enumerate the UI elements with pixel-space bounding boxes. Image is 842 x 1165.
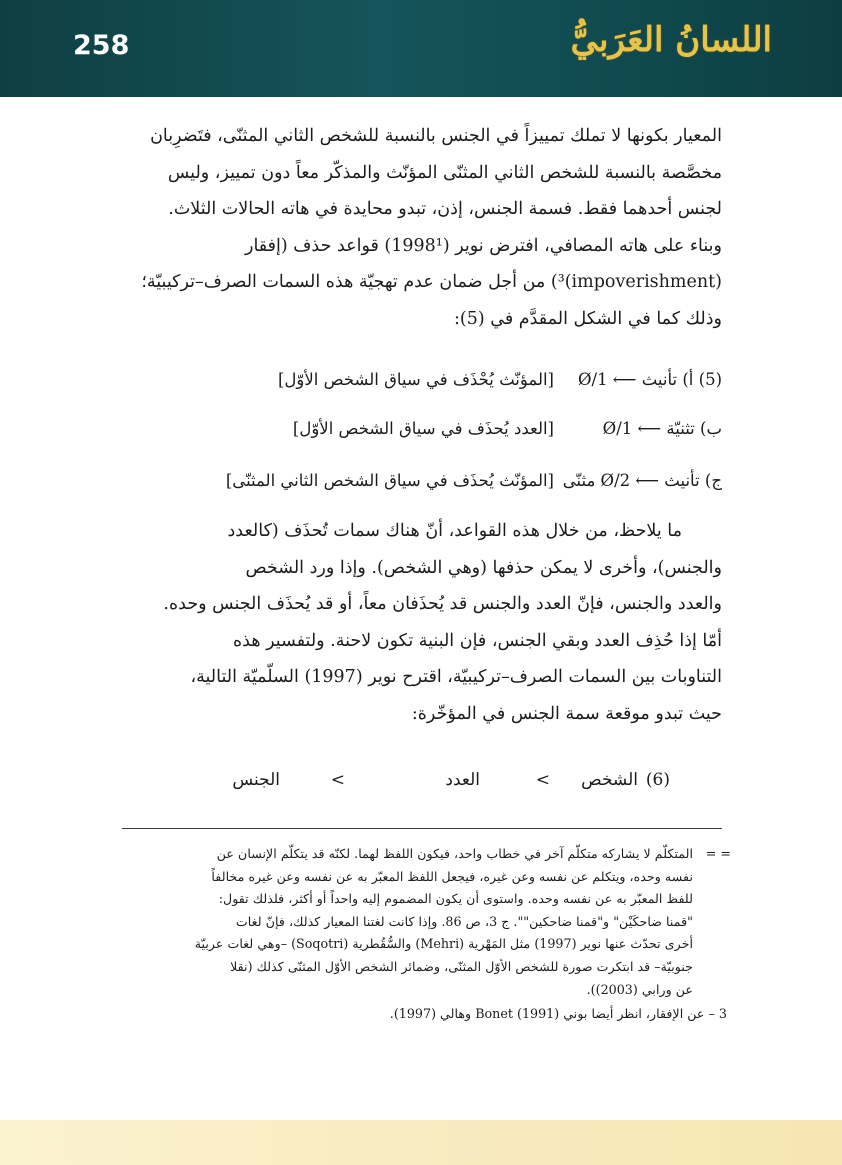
- text-line: التناوبات بين السمات الصرف–تركيبيّة، اقترح نوير (1997) السلّميّة التالية،: [190, 667, 722, 687]
- footnote-line: جنوبيّة– قد ابتكرت صورة للشخص الأوّل المثنّى، وضمائر الشخص الأوّل المثنّى كذلك (نقلا: [230, 958, 693, 974]
- hierarchy-sign: >: [330, 770, 345, 790]
- text-line: أمّا إذا حُذِف العدد وبقي الجنس، فإن البنية تكون لاحنة. ولتفسير هذه: [233, 630, 722, 651]
- hierarchy-sign: >: [535, 770, 550, 790]
- paragraph-2: [124, 513, 722, 732]
- text-line: المعيار بكونها لا تملك تمييزاً في الجنس بالنسبة للشخص الثاني المثنّى، فتَضرِبان: [150, 126, 722, 146]
- rule-label: ب) تثنيّة ⟵ 1/Ø: [602, 419, 722, 438]
- footnote-line: "قمنا ضاحكَيْن" و"قمنا ضاحكين"". ج 3، ص 86. وإذا كانت لغتنا المعيار كذلك، فإنّ لغات: [235, 913, 693, 929]
- text-line: حيث تبدو موقعة سمة الجنس في المؤخّرة:: [411, 703, 722, 724]
- footnote-line: عن ورابي (2003)).: [586, 981, 693, 997]
- footnote-line: المتكلّم لا يشاركه متكلّم آخر في خطاب واحد، فيكون اللفظ لهما. لكنّه قد يتكلّم الإنسان عن: [216, 846, 693, 861]
- hierarchy-item: الجنس: [232, 770, 280, 790]
- rule-label: ج) تأنيث ⟵ 2/Ø مثنّى: [562, 471, 722, 490]
- text-line: والعدد والجنس، فإنّ العدد والجنس قد يُحذَفان معاً، أو قد يُحذَف الجنس وحده.: [163, 594, 722, 614]
- text-line: وبناء على هاته المصافي، افترض نوير (1998¹) قواعد حذف (إفقار: [245, 235, 722, 256]
- footnote-3: 3 – عن الإفقار، انظر أيضا بوني (1991) Bonet وهالي (1997).: [389, 1006, 727, 1022]
- footnote-line: للفظ المعبّر به عن نفسه وحده. واستوى أن يكون المضموم إليه واحداً أو أكثر، فلذلك تقول:: [218, 891, 693, 907]
- example-6: [230, 770, 670, 804]
- example-number: (6): [645, 770, 670, 790]
- page-number: 258: [73, 30, 130, 61]
- text-line: وذلك كما في الشكل المقدَّم في (5):: [454, 308, 722, 329]
- rule-label: (5) أ) تأنيث ⟵ 1/Ø: [577, 370, 722, 389]
- footnote-separator: [122, 828, 722, 829]
- example-5-row: [124, 467, 722, 501]
- footnote-line: أخرى تحدّث عنها نوير (1997) مثل المَهْرية (Mehri) والسُّقُطرية (Soqotri) –وهي لغات عربيّة: [194, 936, 693, 952]
- hierarchy-item: الشخص: [581, 770, 638, 790]
- text-line: والجنس)، وأخرى لا يمكن حذفها (وهي الشخص). وإذا ورد الشخص: [245, 557, 722, 578]
- text-line: (impoverishment)³) من أجل ضمان عدم تهجيّة هذه السمات الصرف–تركيبيّة؛: [141, 272, 722, 292]
- text-line: ما يلاحظ، من خلال هذه القواعد، أنّ هناك سمات تُحذَف (كالعدد: [227, 521, 682, 541]
- hierarchy-item: العدد: [445, 770, 480, 790]
- text-line: مخصَّصة بالنسبة للشخص الثاني المثنّى المؤنّث والمذكّر معاً دون تمييز، وليس: [167, 162, 722, 183]
- example-5-row: [124, 366, 722, 400]
- rule-description: [المؤنّث يُحذَف في سياق الشخص الثاني المثنّى]: [225, 471, 554, 490]
- footnote-line: نفسه وحده، ويتكلم عن نفسه وعن غيره، فيجعل اللفظ المعبّر به عن نفسه وعن غيره مخالفاً: [211, 868, 693, 884]
- footnote-continued: [115, 843, 731, 1001]
- rule-description: [المؤنّث يُحْذَف في سياق الشخص الأوّل]: [278, 370, 554, 389]
- example-5: [124, 366, 722, 506]
- text-line: لجنس أحدهما فقط. فسمة الجنس، إذن، تبدو محايدة في هاته الحالات الثلاث.: [168, 199, 722, 219]
- rule-description: [العدد يُحذَف في سياق الشخص الأوّل]: [292, 419, 554, 438]
- page-header: [0, 0, 842, 97]
- example-5-row: [124, 415, 722, 449]
- footnotes: [115, 843, 731, 1026]
- paragraph-1: [124, 118, 722, 337]
- bottom-decorative-band: [0, 1120, 842, 1165]
- continuation-mark: = =: [705, 846, 731, 861]
- journal-logo: اللسانُ العَرَبيُّ: [570, 20, 772, 60]
